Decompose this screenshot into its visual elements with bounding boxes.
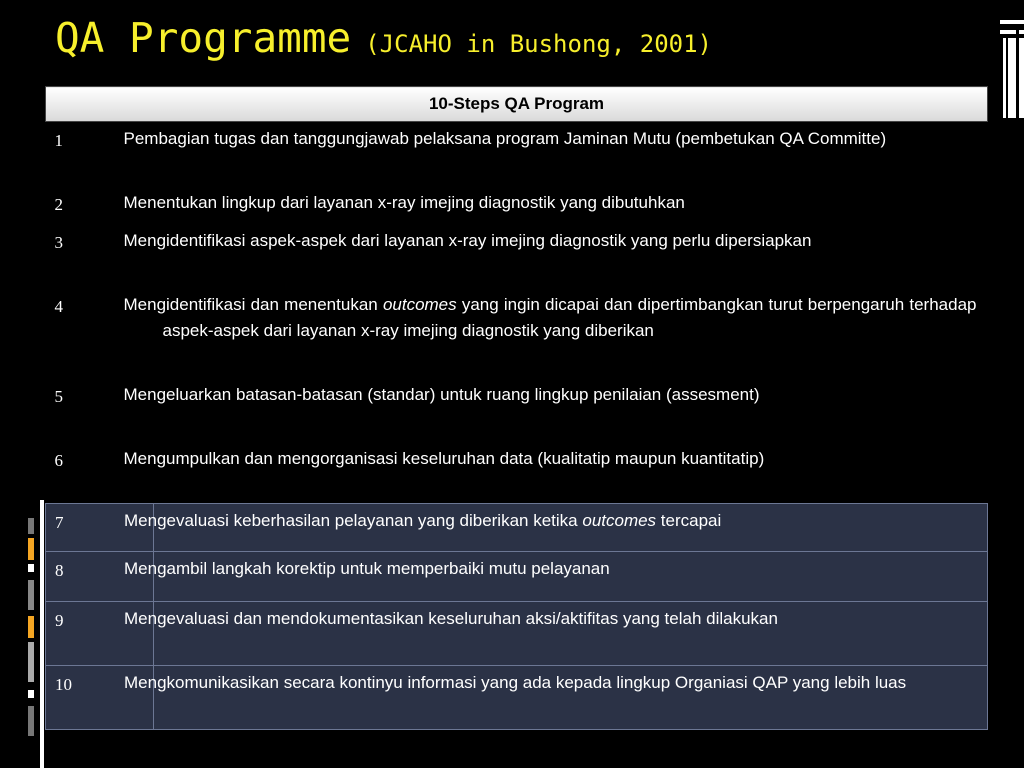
step-number: 10 xyxy=(46,666,154,730)
decorative-left-line xyxy=(40,500,44,768)
step-text-part: Mengevaluasi keberhasilan pelayanan yang diberikan ketika xyxy=(124,511,583,530)
table-row xyxy=(46,602,988,666)
step-text: Pembagian tugas dan tanggungjawab pelaksana program Jaminan Mutu (pembetukan QA Committe) xyxy=(123,129,887,148)
qa-steps-table xyxy=(45,86,988,730)
step-text-part: yang ingin dicapai dan dipertimbangkan turut berpengaruh terhadap aspek-aspek dari layanan x-ray imejing diagnostik yang diberikan xyxy=(162,294,977,340)
step-text-part: Mengidentifikasi dan menentukan xyxy=(123,294,383,314)
step-number: 3 xyxy=(54,232,63,252)
step-text xyxy=(124,504,988,552)
step-text-italic: outcomes xyxy=(382,294,457,314)
title-main: QA Programme xyxy=(55,14,352,62)
decorative-color-bar xyxy=(28,500,34,755)
table-row xyxy=(46,122,988,186)
table-row xyxy=(46,666,988,730)
table-row xyxy=(46,288,988,378)
step-number: 7 xyxy=(46,504,154,552)
step-number: 6 xyxy=(54,450,63,470)
table-row xyxy=(46,378,988,442)
step-text: Menentukan lingkup dari layanan x-ray imejing diagnostik yang dibutuhkan xyxy=(123,192,685,212)
step-text-italic: outcomes xyxy=(582,511,657,530)
table-row xyxy=(46,552,988,602)
step-text: Mengambil langkah korektip untuk memperbaiki mutu pelayanan xyxy=(154,552,988,602)
table-header: 10-Steps QA Program xyxy=(46,87,988,122)
step-text-part: tercapai xyxy=(656,511,722,530)
step-text xyxy=(123,288,988,378)
step-text: Mengevaluasi dan mendokumentasikan keseluruhan aksi/aktifitas yang telah dilakukan xyxy=(154,602,988,666)
step-number: 9 xyxy=(46,602,154,666)
step-number: 8 xyxy=(46,552,154,602)
step-number: 4 xyxy=(54,296,63,316)
title-subtitle: (JCAHO in Bushong, 2001) xyxy=(365,30,712,58)
step-text: Mengumpulkan dan mengorganisasi keseluruhan data (kualitatip maupun kuantitatip) xyxy=(123,448,765,468)
table-row xyxy=(46,186,988,224)
table-row xyxy=(46,504,988,552)
step-text: Mengkomunikasikan secara kontinyu informasi yang ada kepada lingkup Organiasi QAP yang lebih luas xyxy=(154,666,988,730)
table-row xyxy=(46,224,988,288)
step-number: 2 xyxy=(54,194,63,214)
step-text: Mengeluarkan batasan-batasan (standar) untuk ruang lingkup penilaian (assesment) xyxy=(123,384,760,404)
step-number: 5 xyxy=(54,386,63,406)
table-row xyxy=(46,442,988,504)
slide-title xyxy=(55,14,712,62)
step-number: 1 xyxy=(54,131,63,150)
step-text: Mengidentifikasi aspek-aspek dari layanan x-ray imejing diagnostik yang perlu dipersiapkan xyxy=(123,230,812,250)
